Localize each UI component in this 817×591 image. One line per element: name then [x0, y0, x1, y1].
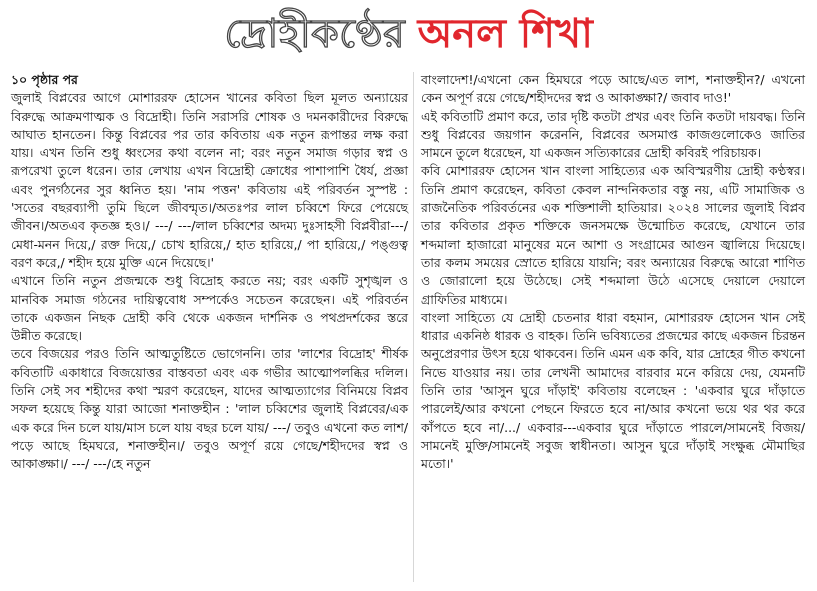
- headline-part2: অনল শিখা: [417, 11, 593, 57]
- paragraph: বাংলাদেশ!/এখনো কেন হিমঘরে পড়ে আছে/এত লাশ, শনাক্তহীন?/ এখনো কেন অপূর্ণ রয়ে গেছে/শহীদদের স্বপ্ন ও আকাঙ্ক্ষা?/ জবাব দাও!': [421, 72, 805, 106]
- paragraph: এই কবিতাটি প্রমাণ করে, তার দৃষ্টি কতটা প্রখর এবং তিনি কতটা দায়বদ্ধ। তিনি শুধু বিপ্লবের জয়গান করেননি, বিপ্লবের অসমাপ্ত কাজগুলোকেও জাতির সামনে তুলে ধরেছেন, যা একজন সত্যিকারের দ্রোহী কবিরই পরিচায়ক।: [421, 108, 805, 161]
- column-divider: [413, 72, 414, 582]
- headline-part1: দ্রোহীকণ্ঠের: [224, 11, 405, 57]
- paragraph: তবে বিজয়ের পরও তিনি আত্মতুষ্টিতে ভোগেননি। তার 'লাশের বিদ্রোহ' শীর্ষক কবিতাটি একাধারে বিজয়োত্তর বাস্তবতা এবং এক গভীর আত্মোপলব্ধির দলিল। তিনি সেই সব শহীদের কথা স্মরণ করেছেন, যাদের আত্মত্যাগের বিনিময়ে বিপ্লব সফল হয়েছে কিন্তু যারা আজো শনাক্তহীন : 'লাল চব্বিশের জুলাই বিপ্লবের/এক এক করে দিন চলে যায়/মাস চলে যায় বছর চলে যায়/ ---/ তবুও এখনো কত লাশ/পড়ে আছে হিমঘরে, শনাক্তহীন।/ তবুও অপূর্ণ রয়ে গেছে/শহীদদের স্বপ্ন ও আকাঙ্ক্ষা।/ ---/ ---/হে নতুন: [11, 346, 408, 472]
- paragraph: বাংলা সাহিত্যে যে দ্রোহী চেতনার ধারা বহমান, মোশাররফ হোসেন খান সেই ধারার একনিষ্ঠ ধারক ও বাহক। তিনি ভবিষ্যতের প্রজন্মের কাছে একজন চিরন্তন অনুপ্রেরণার উৎস হয়ে থাকবেন। তিনি এমন এক কবি, যার দ্রোহের গীত কখনো নিভে যাওয়ার নয়। তার লেখনী আমাদের বারবার মনে করিয়ে দেয়, যেমনটি তিনি তার 'আসুন ঘুরে দাঁড়াই' কবিতায় বলেছেন : 'একবার ঘুরে দাঁড়াতে পারলেই/আর কখনো পেছনে ফিরতে হবে না/আর কখনো ভয়ে থর থর করে কাঁপতে হবে না/.../ একবার---একবার ঘুরে দাঁড়াতে পারলে/সামনেই বিজয়/সামনেই মুক্তি/সামনেই সবুজ স্বাধীনতা। আসুন ঘুরে দাঁড়াই সংক্ষুব্ধ মৌমাছির মতো।': [421, 309, 805, 472]
- headline: [0, 6, 817, 62]
- right-column: [421, 71, 805, 474]
- paragraph: জুলাই বিপ্লবের আগে মোশাররফ হোসেন খানের কবিতা ছিল মূলত অন্যায়ের বিরুদ্ধে আক্রমণাত্মক ও বিদ্রোহী। তিনি সরাসরি শোষক ও দমনকারীদের বিরুদ্ধে আঘাত হানতেন। কিন্তু বিপ্লবের পর তার কবিতায় এক নতুন রূপান্তর লক্ষ করা যায়। এখন তিনি শুধু ধ্বংসের কথা বলেন না; বরং নতুন সমাজ গড়ার স্বপ্ন ও রূপরেখা তুলে ধরেন। তার লেখায় এখন বিদ্রোহী ক্রোধের পাশাপাশি ধৈর্য, প্রজ্ঞা এবং পুনর্গঠনের সুর ধ্বনিত হয়। 'নাম পত্তন' কবিতায় এই পরিবর্তন সুস্পষ্ট : 'সতের বছরব্যাপী তুমি ছিলে জীবন্মৃত।/অতঃপর লাল চব্বিশে ফিরে পেয়েছে জীবন।/অতএব কৃতজ্ঞ হও।/ ---/ ---/লাল চব্বিশের অদম্য দুঃসাহসী বিপ্লবীরা---/মেধা-মনন দিয়ে,/ রক্ত দিয়ে,/ চোখ হারিয়ে,/ হাত হারিয়ে,/ পা হারিয়ে,/ পঙ্গুত্ব বরণ করে,/ শহীদ হয়ে মুক্তি এনে দিয়েছে।': [11, 90, 408, 270]
- paragraph: এখানে তিনি নতুন প্রজন্মকে শুধু বিদ্রোহ করতে নয়; বরং একটি সুশৃঙ্খল ও মানবিক সমাজ গঠনের দায়িত্ববোধ সম্পর্কেও সচেতন করেছেন। এই পরিবর্তন তাকে একজন নিছক দ্রোহী কবি থেকে একজন দার্শনিক ও পথপ্রদর্শকের স্তরে উন্নীত করেছে।: [11, 273, 408, 344]
- continued-label: ১০ পৃষ্ঠার পর: [11, 72, 78, 87]
- paragraph: কবি মোশাররফ হোসেন খান বাংলা সাহিত্যের এক অবিস্মরণীয় দ্রোহী কণ্ঠস্বর। তিনি প্রমাণ করেছেন, কবিতা কেবল নান্দনিকতার বস্তু নয়, এটি সামাজিক ও রাজনৈতিক পরিবর্তনের এক শক্তিশালী হাতিয়ার। ২০২৪ সালের জুলাই বিপ্লব তার কবিতার প্রকৃত শক্তিকে জনসমক্ষে উন্মোচিত করেছে, যেখানে তার শব্দমালা হাজারো মানুষের মনে আশা ও সংগ্রামের আগুন জ্বালিয়ে দিয়েছে। তার কলম সময়ের স্রোতে হারিয়ে যায়নি; বরং অন্যায়ের বিরুদ্ধে আরো শাণিত ও জোরালো হয়ে উঠেছে। সেই শব্দমালা উঠে এসেছে দেয়ালে দেয়ালে গ্রাফিতির মাধ্যমে।: [421, 163, 805, 307]
- left-column: [11, 71, 408, 474]
